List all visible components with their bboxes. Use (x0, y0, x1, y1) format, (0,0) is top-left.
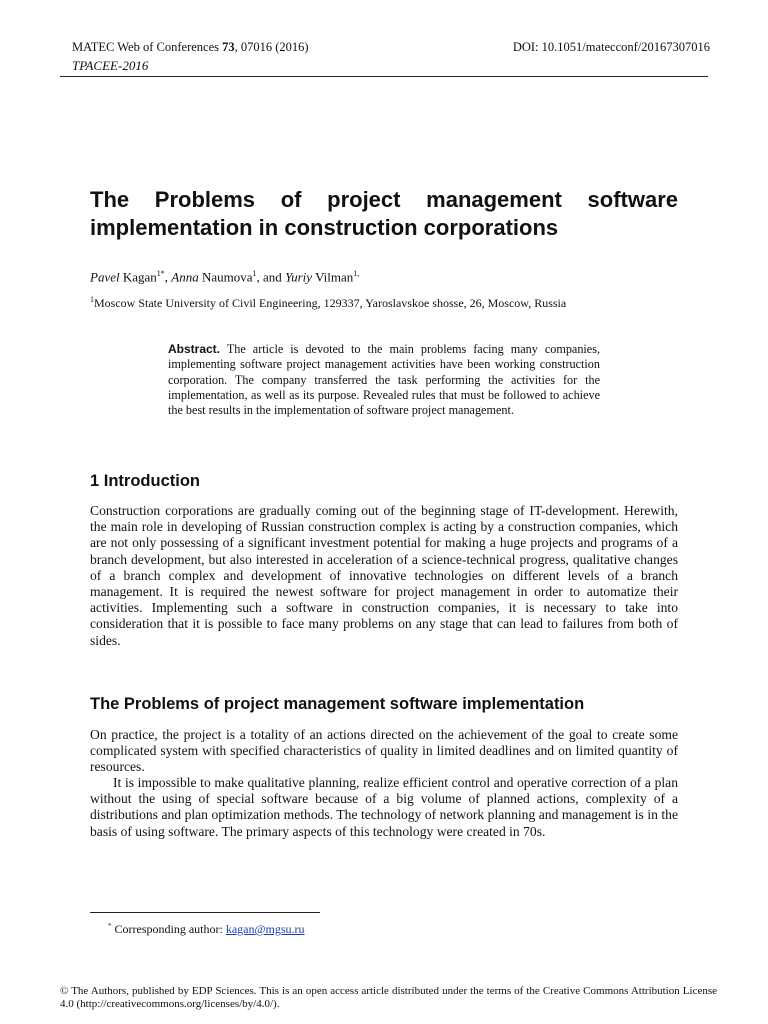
author-separator: , (164, 269, 172, 285)
abstract-text: The article is devoted to the main problems facing many companies, implementing software project management activities have been working construction corporation. The company transferred the task performing the activities for the implementation, as well as its purpose. Revealed rules that must be followed to achieve the best results in the implementation of software project management. (168, 342, 601, 418)
footnote-divider (90, 912, 320, 913)
doi: DOI: 10.1051/matecconf/20167307016 (512, 40, 710, 54)
author-family-name: Kagan (122, 269, 157, 285)
author-list (90, 266, 359, 285)
introduction-paragraph: Construction corporations are gradually coming out of the beginning stage of IT-development. Herewith, the main role in developing of Russian construction complex is acting by a construction companies, which are not only possessing of a significant investment potential for making a huge projects and programs of a branch development, but also interested in acceleration of a science-technical progress, qualitative changes of a branch complex and development of innovative technologies on different levels of a branch management. It is required the newest software for project management in order to automatize their activities. Implementing such a software in construction companies, it is necessary to take into consideration that it is possible to face many problems on any stage that can lead to failures from both of sides. (90, 503, 678, 648)
license-notice: © The Authors, published by EDP Sciences. This is an open access article distributed under the terms of the Creative Commons Attribution License 4.0 (http://creativecommons.org/licenses/by/4.0/). (60, 985, 717, 1010)
affiliation-text: Moscow State University of Civil Engineering, 129337, Yaroslavskoe shosse, 26, Moscow, Russia (94, 296, 567, 310)
author-family-name: Naumova (201, 269, 253, 285)
journal-name: MATEC Web of Conferences (72, 40, 219, 54)
author-separator: , and (256, 269, 286, 285)
affiliation-mark: 1 (90, 295, 94, 304)
corresponding-email-link[interactable]: kagan@mgsu.ru (225, 922, 305, 936)
paper-title: The Problems of project management software implementation in construction corporations (90, 187, 678, 240)
problems-paragraph: It is impossible to make qualitative planning, realize efficient control and operative correction of a plan without the using of special software because of a big volume of planned actions, complexity of a distributions and plan optimization methods. The technology of network planning and management is in the basis of using software. The primary aspects of this technology were created in 70s. (90, 775, 678, 839)
footnote-mark: * (108, 922, 112, 930)
abstract (168, 342, 600, 418)
author-affiliation-mark: 1* (156, 269, 165, 278)
author-given-name: Anna (171, 269, 199, 285)
section-heading-problems: The Problems of project management software implementation (90, 695, 585, 713)
problems-paragraph: On practice, the project is a totality of an actions directed on the achievement of the goal to create some complicated system with specified characteristics of quality in limited deadlines and on limited quantity of resources. (90, 727, 678, 775)
footnote (108, 922, 305, 937)
author-given-name: Yuriy (285, 269, 313, 285)
conference-name: TPACEE-2016 (72, 58, 149, 73)
footnote-label: Corresponding author: (114, 922, 226, 936)
author-affiliation-mark: 1, (353, 269, 360, 278)
journal-volume: 73 (222, 40, 235, 54)
header-divider (60, 76, 708, 77)
abstract-label: Abstract. (168, 342, 221, 356)
affiliation (90, 292, 566, 311)
author-family-name: Vilman (315, 269, 354, 285)
author-given-name: Pavel (90, 269, 120, 285)
author-affiliation-mark: 1 (252, 269, 257, 278)
journal-header: MATEC Web of Conferences 73, 07016 (2016) (72, 40, 309, 54)
section-heading-introduction: 1 Introduction (90, 472, 200, 490)
article-number: 07016 (2016) (240, 40, 309, 54)
